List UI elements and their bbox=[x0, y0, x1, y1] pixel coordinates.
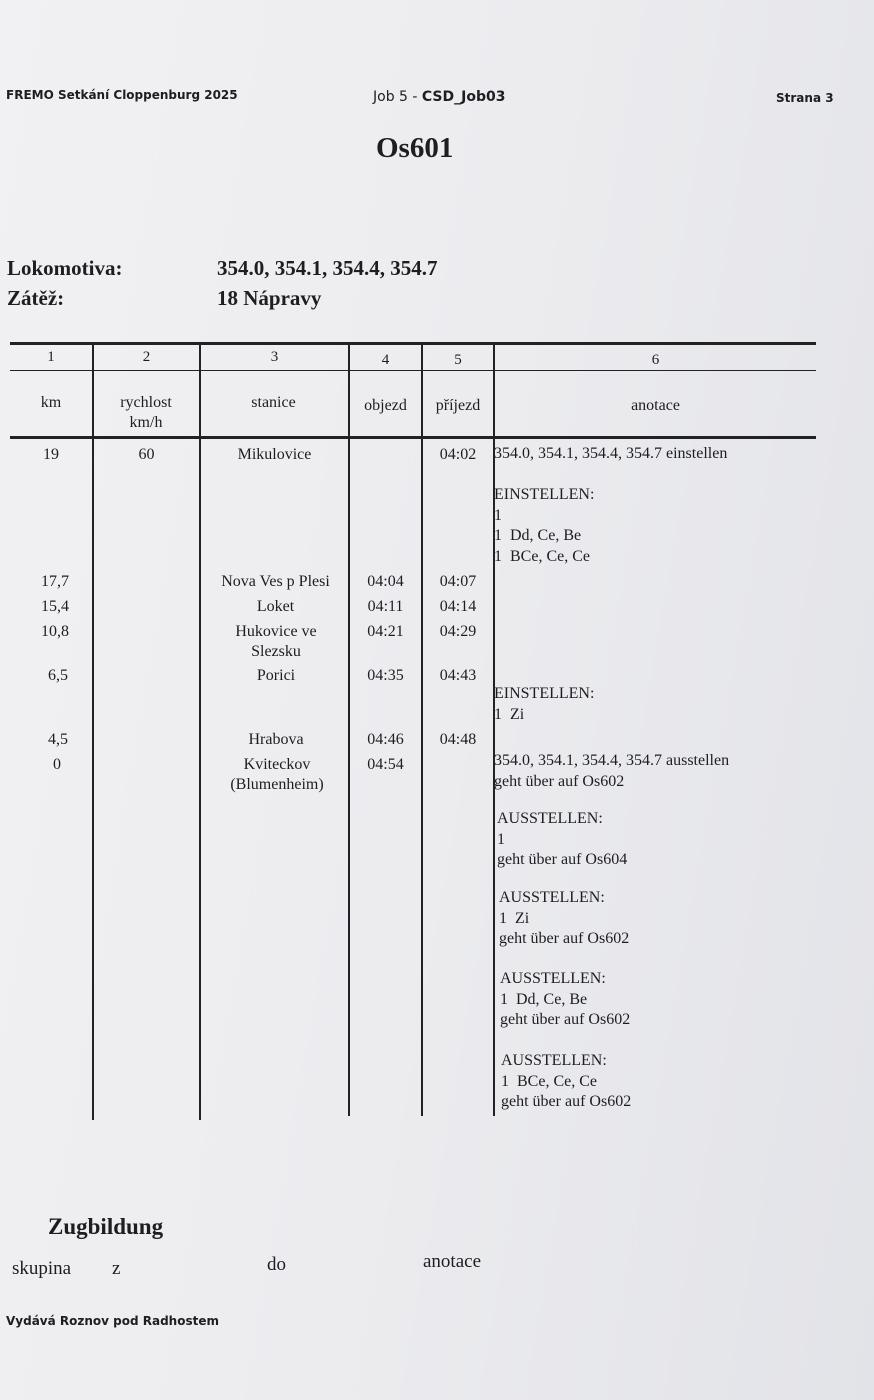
annotation-block: AUSSTELLEN: 1 BCe, Ce, Ce geht über auf Os602 bbox=[501, 1052, 632, 1110]
row-depart: 04:21 bbox=[367, 623, 404, 640]
table-number-rule bbox=[10, 370, 816, 371]
publisher: Vydává Roznov pod Radhostem bbox=[6, 1314, 219, 1328]
zugbildung-col-to: do bbox=[267, 1254, 286, 1275]
row-station: Hrabova bbox=[248, 731, 304, 748]
table-top-rule bbox=[10, 342, 816, 345]
load-value: 18 Nápravy bbox=[217, 286, 322, 310]
row-depart: 04:04 bbox=[367, 573, 404, 590]
job-name: CSD_Job03 bbox=[421, 89, 506, 105]
row-station: Porici bbox=[256, 667, 296, 684]
row-km: 0 bbox=[53, 756, 61, 773]
row-speed: 60 bbox=[138, 446, 155, 463]
col-number: 6 bbox=[651, 352, 660, 368]
zugbildung-col-group: skupina bbox=[12, 1258, 72, 1279]
col-header-km: km bbox=[40, 394, 62, 411]
job-prefix: Job 5 - bbox=[373, 89, 422, 105]
annotation-block: AUSSTELLEN: 1 Zi geht über auf Os602 bbox=[499, 889, 630, 947]
row-arrive: 04:02 bbox=[439, 446, 477, 463]
row-km: 17,7 bbox=[41, 573, 69, 590]
row-station: Kviteckov (Blumenheim) bbox=[230, 756, 324, 793]
col-header-annotation: anotace bbox=[631, 397, 680, 414]
col-number: 4 bbox=[381, 352, 390, 368]
row-station: Loket bbox=[256, 598, 295, 615]
row-depart: 04:46 bbox=[367, 731, 404, 748]
annotation-block: EINSTELLEN: 1 Zi bbox=[494, 685, 595, 723]
col-header-speed: rychlost km/h bbox=[120, 394, 172, 431]
row-station: Nova Ves p Plesi bbox=[221, 573, 330, 590]
load-label: Zátěž: bbox=[7, 286, 65, 310]
row-km: 10,8 bbox=[41, 623, 69, 640]
col-number: 1 bbox=[47, 349, 55, 365]
row-arrive: 04:48 bbox=[439, 731, 477, 748]
annotation-block: 354.0, 354.1, 354.4, 354.7 einstellen bbox=[494, 445, 728, 462]
event-name: FREMO Setkání Cloppenburg 2025 bbox=[6, 88, 238, 102]
row-arrive: 04:07 bbox=[439, 573, 477, 590]
loco-value: 354.0, 354.1, 354.4, 354.7 bbox=[217, 256, 438, 280]
row-km: 6,5 bbox=[48, 667, 68, 684]
table-header-rule bbox=[10, 436, 816, 439]
row-depart: 04:11 bbox=[367, 598, 404, 615]
loco-label: Lokomotiva: bbox=[7, 256, 123, 280]
row-arrive: 04:43 bbox=[439, 667, 477, 684]
row-station: Mikulovice bbox=[237, 446, 312, 463]
col-number: 5 bbox=[454, 352, 462, 368]
annotation-block: EINSTELLEN: 1 1 Dd, Ce, Be 1 BCe, Ce, Ce bbox=[494, 486, 595, 565]
train-name: Os601 bbox=[376, 132, 454, 164]
col-header-arrive: příjezd bbox=[435, 397, 481, 414]
row-depart: 04:35 bbox=[367, 667, 404, 684]
col-header-depart: objezd bbox=[364, 397, 407, 414]
row-km: 15,4 bbox=[41, 598, 69, 615]
zugbildung-col-annotation: anotace bbox=[423, 1251, 482, 1272]
job-title bbox=[373, 89, 505, 105]
row-arrive: 04:29 bbox=[439, 623, 477, 640]
annotation-block: 354.0, 354.1, 354.4, 354.7 ausstellen geht über auf Os602 bbox=[494, 752, 730, 790]
page-number: Strana 3 bbox=[776, 91, 834, 105]
annotation-block: AUSSTELLEN: 1 geht über auf Os604 bbox=[497, 810, 628, 868]
col-number: 3 bbox=[270, 349, 279, 365]
row-depart: 04:54 bbox=[367, 756, 404, 773]
zugbildung-title: Zugbildung bbox=[48, 1214, 164, 1239]
row-arrive: 04:14 bbox=[439, 598, 477, 615]
row-station: Hukovice ve Slezsku bbox=[235, 623, 317, 660]
zugbildung-col-from: z bbox=[112, 1258, 121, 1279]
annotation-block: AUSSTELLEN: 1 Dd, Ce, Be geht über auf Os602 bbox=[500, 970, 631, 1028]
row-km: 4,5 bbox=[48, 731, 68, 748]
row-km: 19 bbox=[43, 446, 59, 463]
col-number: 2 bbox=[142, 349, 151, 365]
col-header-station: stanice bbox=[251, 394, 296, 411]
